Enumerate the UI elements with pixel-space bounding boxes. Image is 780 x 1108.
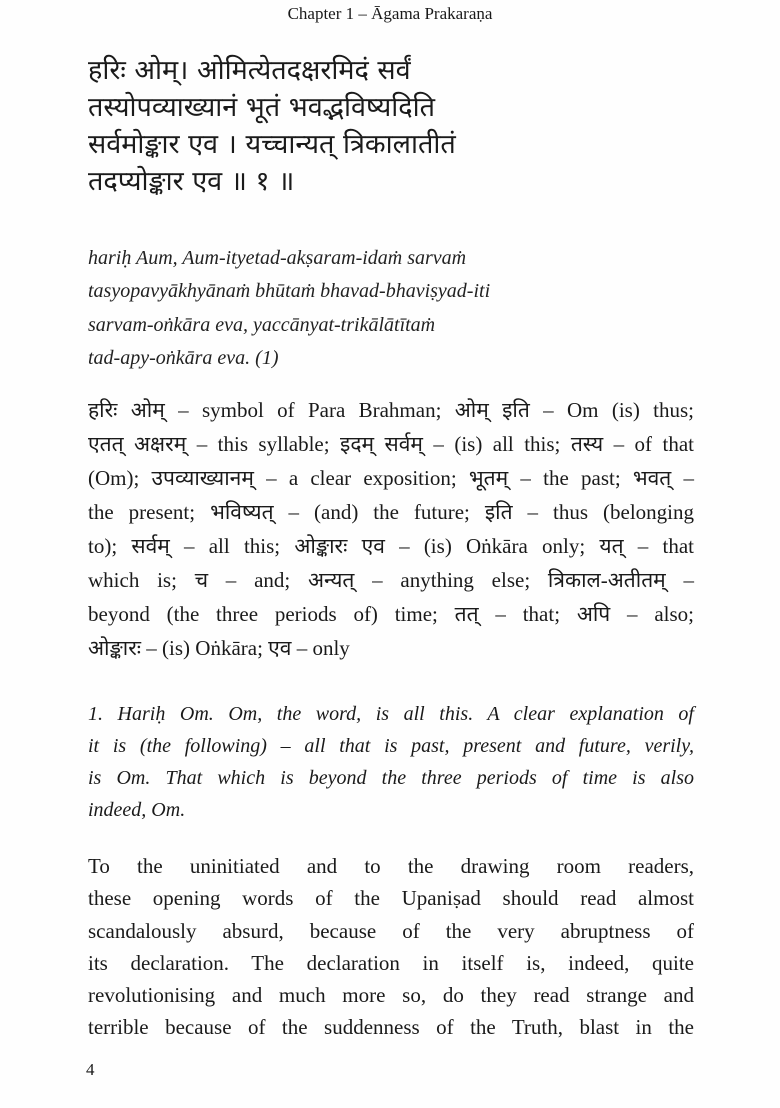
commentary-line: To the uninitiated and to the drawing room readers, — [88, 854, 694, 878]
verse-line: तदप्योङ्कार एव ॥ १ ॥ — [88, 166, 295, 197]
meaning-line: ओङ्कारः – (is) Oṅkāra; एव – only — [88, 636, 350, 660]
page-number: 4 — [86, 1060, 95, 1079]
transliteration-line: sarvam-oṅkāra eva, yaccānyat-trikālātītaṁ — [88, 313, 436, 336]
sanskrit-verse — [88, 52, 694, 200]
transliteration-line: hariḥ Aum, Aum-ityetad-akṣaram-idaṁ sarvaṁ — [88, 247, 467, 269]
meaning-line: which is; च – and; अन्यत् – anything else; त्रिकाल-अतीतम् – — [88, 568, 694, 592]
commentary-line: terrible because of the suddenness of the Truth, blast in the — [88, 1015, 694, 1040]
meaning-line: to); सर्वम् – all this; ओङ्कारः एव – (is) Oṅkāra only; यत् – that — [88, 534, 694, 558]
transliteration-line: tad-apy-oṅkāra eva. (1) — [88, 346, 279, 369]
meaning-line: हरिः ओम् – symbol of Para Brahman; ओम् इति – Om (is) thus; — [88, 398, 694, 422]
running-header: Chapter 1 – Āgama Prakaraṇa — [287, 4, 493, 23]
meaning-line: एतत् अक्षरम् – this syllable; इदम् सर्वम् – (is) all this; तस्य – of that — [88, 432, 694, 456]
commentary-line: scandalously absurd, because of the very abruptness of — [88, 918, 694, 943]
translation-line: is Om. That which is beyond the three periods of time is also — [88, 767, 694, 789]
translation-line: 1. Hariḥ Om. Om, the word, is all this. A clear explanation of — [88, 703, 694, 725]
word-meanings — [88, 393, 694, 665]
verse-line: हरिः ओम्। ओमित्येतदक्षरमिदं सर्वं — [88, 55, 411, 86]
meaning-line: (Om); उपव्याख्यानम् – a clear exposition; भूतम् – the past; भवत् – — [88, 466, 694, 490]
commentary-line: revolutionising and much more so, do they read strange and — [88, 983, 694, 1008]
meaning-line: beyond (the three periods of) time; तत् – that; अपि – also; — [88, 602, 694, 626]
meaning-line: the present; भविष्यत् – (and) the future; इति – thus (belonging — [88, 500, 694, 524]
verse-line: तस्योपव्याख्यानं भूतं भवद्भविष्यदिति — [88, 92, 435, 123]
commentary-line: its declaration. The declaration in itself is, indeed, quite — [88, 950, 694, 975]
translation — [88, 698, 694, 826]
translation-line: indeed, Om. — [88, 799, 186, 821]
transliteration-line: tasyopavyākhyānaṁ bhūtaṁ bhavad-bhaviṣyad-iti — [88, 280, 491, 303]
translation-line: it is (the following) – all that is past, present and future, verily, — [88, 735, 694, 757]
verse-line: सर्वमोङ्कार एव । यच्चान्यत् त्रिकालातीतं — [88, 129, 456, 160]
commentary-paragraph — [88, 850, 694, 1044]
transliteration — [88, 242, 694, 375]
commentary-line: these opening words of the Upaniṣad should read almost — [88, 886, 694, 911]
